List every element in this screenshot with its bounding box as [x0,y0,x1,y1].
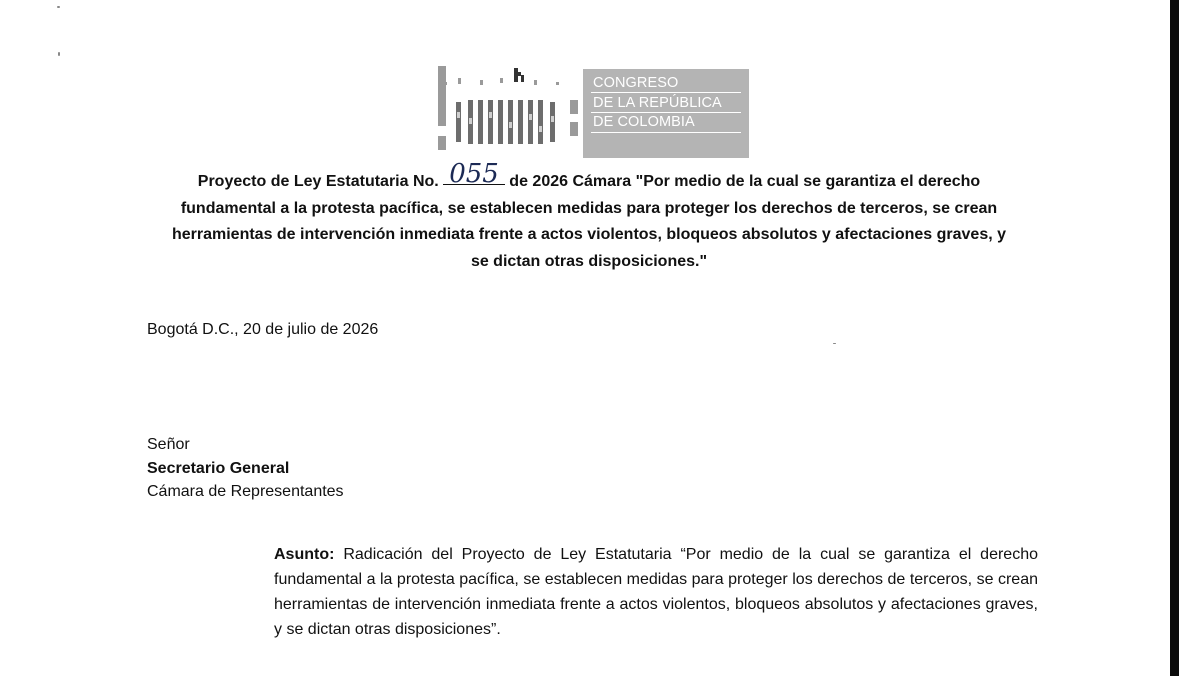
logo-divider [591,132,741,133]
congress-logo [438,66,750,158]
title-line: se dictan otras disposiciones." [470,252,708,270]
subject-text: Radicación del Proyecto de Ley Estatutaria “Por medio de la cual se garantiza el derecho fundamental a la protesta pacífica, se establecen medidas para proteger los derechos de terceros, se crean herramientas de intervención inmediata frente a actos violentos, bloqueos absolutos y afectaciones graves, y se dictan otras disposiciones”. [274,546,1039,638]
scan-speck [58,52,60,56]
bill-number-handwritten: 055 [443,164,505,185]
addressee-entity: Cámara de Representantes [147,483,344,500]
title-line1-rest: de 2026 Cámara "Por medio de la cual se garantiza el derecho [509,173,981,190]
logo-line: DE LA REPÚBLICA [593,94,722,111]
addressee-position: Secretario General [147,459,290,477]
title-prefix: Proyecto de Ley Estatutaria No. [197,173,439,190]
capitol-emblem-icon [438,66,580,158]
title-line: fundamental a la protesta pacífica, se establecen medidas para proteger los derechos de terceros, se crean [180,199,998,217]
title-line: herramientas de intervención inmediata frente a actos violentos, bloqueos absolutos y afectaciones graves, y [171,226,1007,243]
subject-label: Asunto: [274,546,335,563]
logo-line: CONGRESO [593,75,679,91]
logo-divider [591,112,741,113]
document-date: Bogotá D.C., 20 de julio de 2026 [147,321,379,338]
logo-line: DE COLOMBIA [593,114,695,130]
addressee-salutation: Señor [147,436,190,453]
subject-paragraph [274,542,1038,642]
scan-speck [833,343,836,344]
title-line [130,159,1048,196]
addressee-block [147,433,344,504]
scan-border [1170,0,1179,676]
scan-speck [57,6,60,8]
logo-text-box [583,69,749,158]
bill-title [130,159,1048,275]
logo-divider [591,92,741,93]
